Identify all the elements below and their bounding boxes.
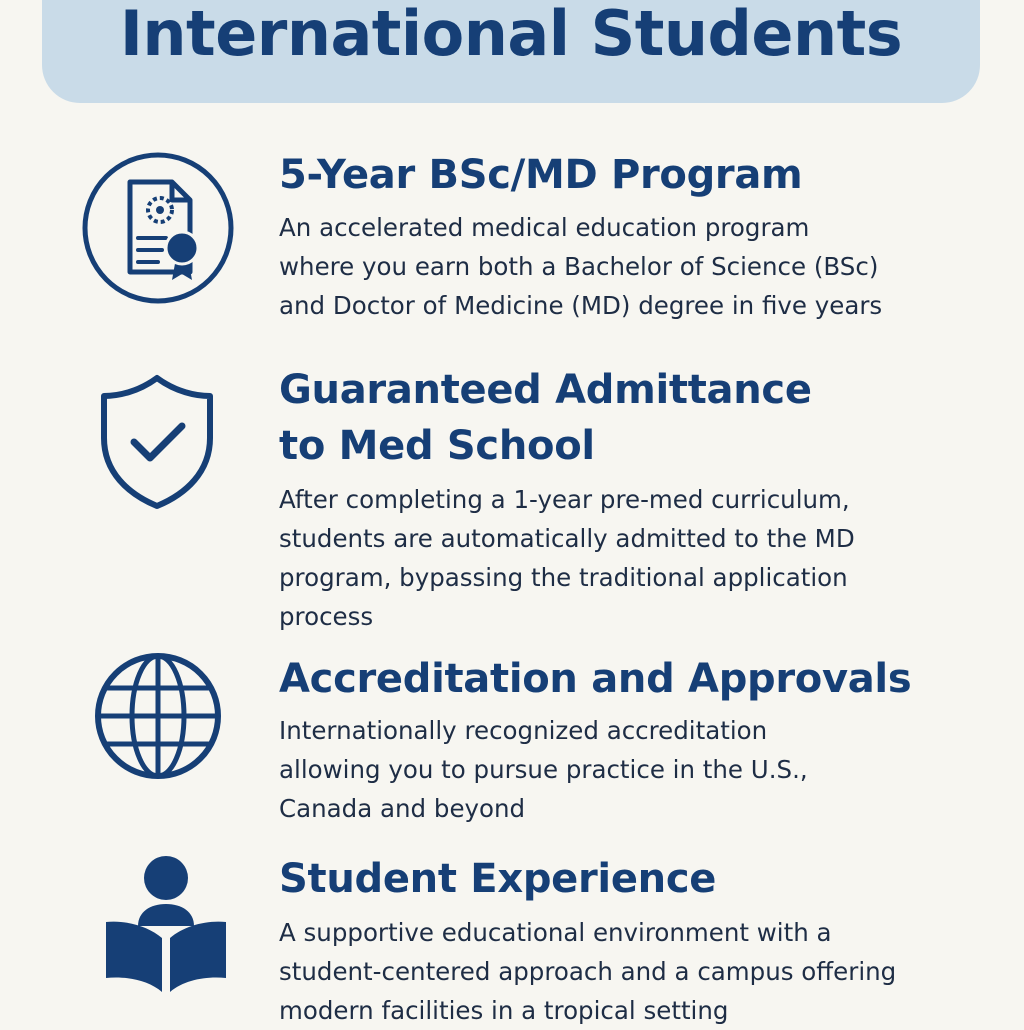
accreditation-description: Internationally recognized accreditation allowing you to pursue practice in the U.S., Canada and beyond [279,716,808,823]
certificate-document-icon [80,150,236,306]
experience-description: A supportive educational environment with a student-centered approach and a campus offering modern facilities in a tropical setting [279,918,897,1025]
program-title: 5-Year BSc/MD Program [279,152,803,198]
globe-icon [92,650,224,782]
shield-check-icon [96,372,218,512]
admittance-title: Guaranteed Admittance to Med School [279,367,812,469]
accreditation-title: Accreditation and Approvals [279,656,912,702]
admittance-description: After completing a 1-year pre-med curriculum, students are automatically admitted to the MD program, bypassing the traditional application process [279,485,855,631]
program-description: An accelerated medical education program where you earn both a Bachelor of Science (BSc) and Doctor of Medicine (MD) degree in five years [279,213,883,320]
experience-title: Student Experience [279,856,717,902]
student-reading-icon [102,852,230,994]
header-banner [42,0,980,103]
page-title: International Students [119,0,903,70]
